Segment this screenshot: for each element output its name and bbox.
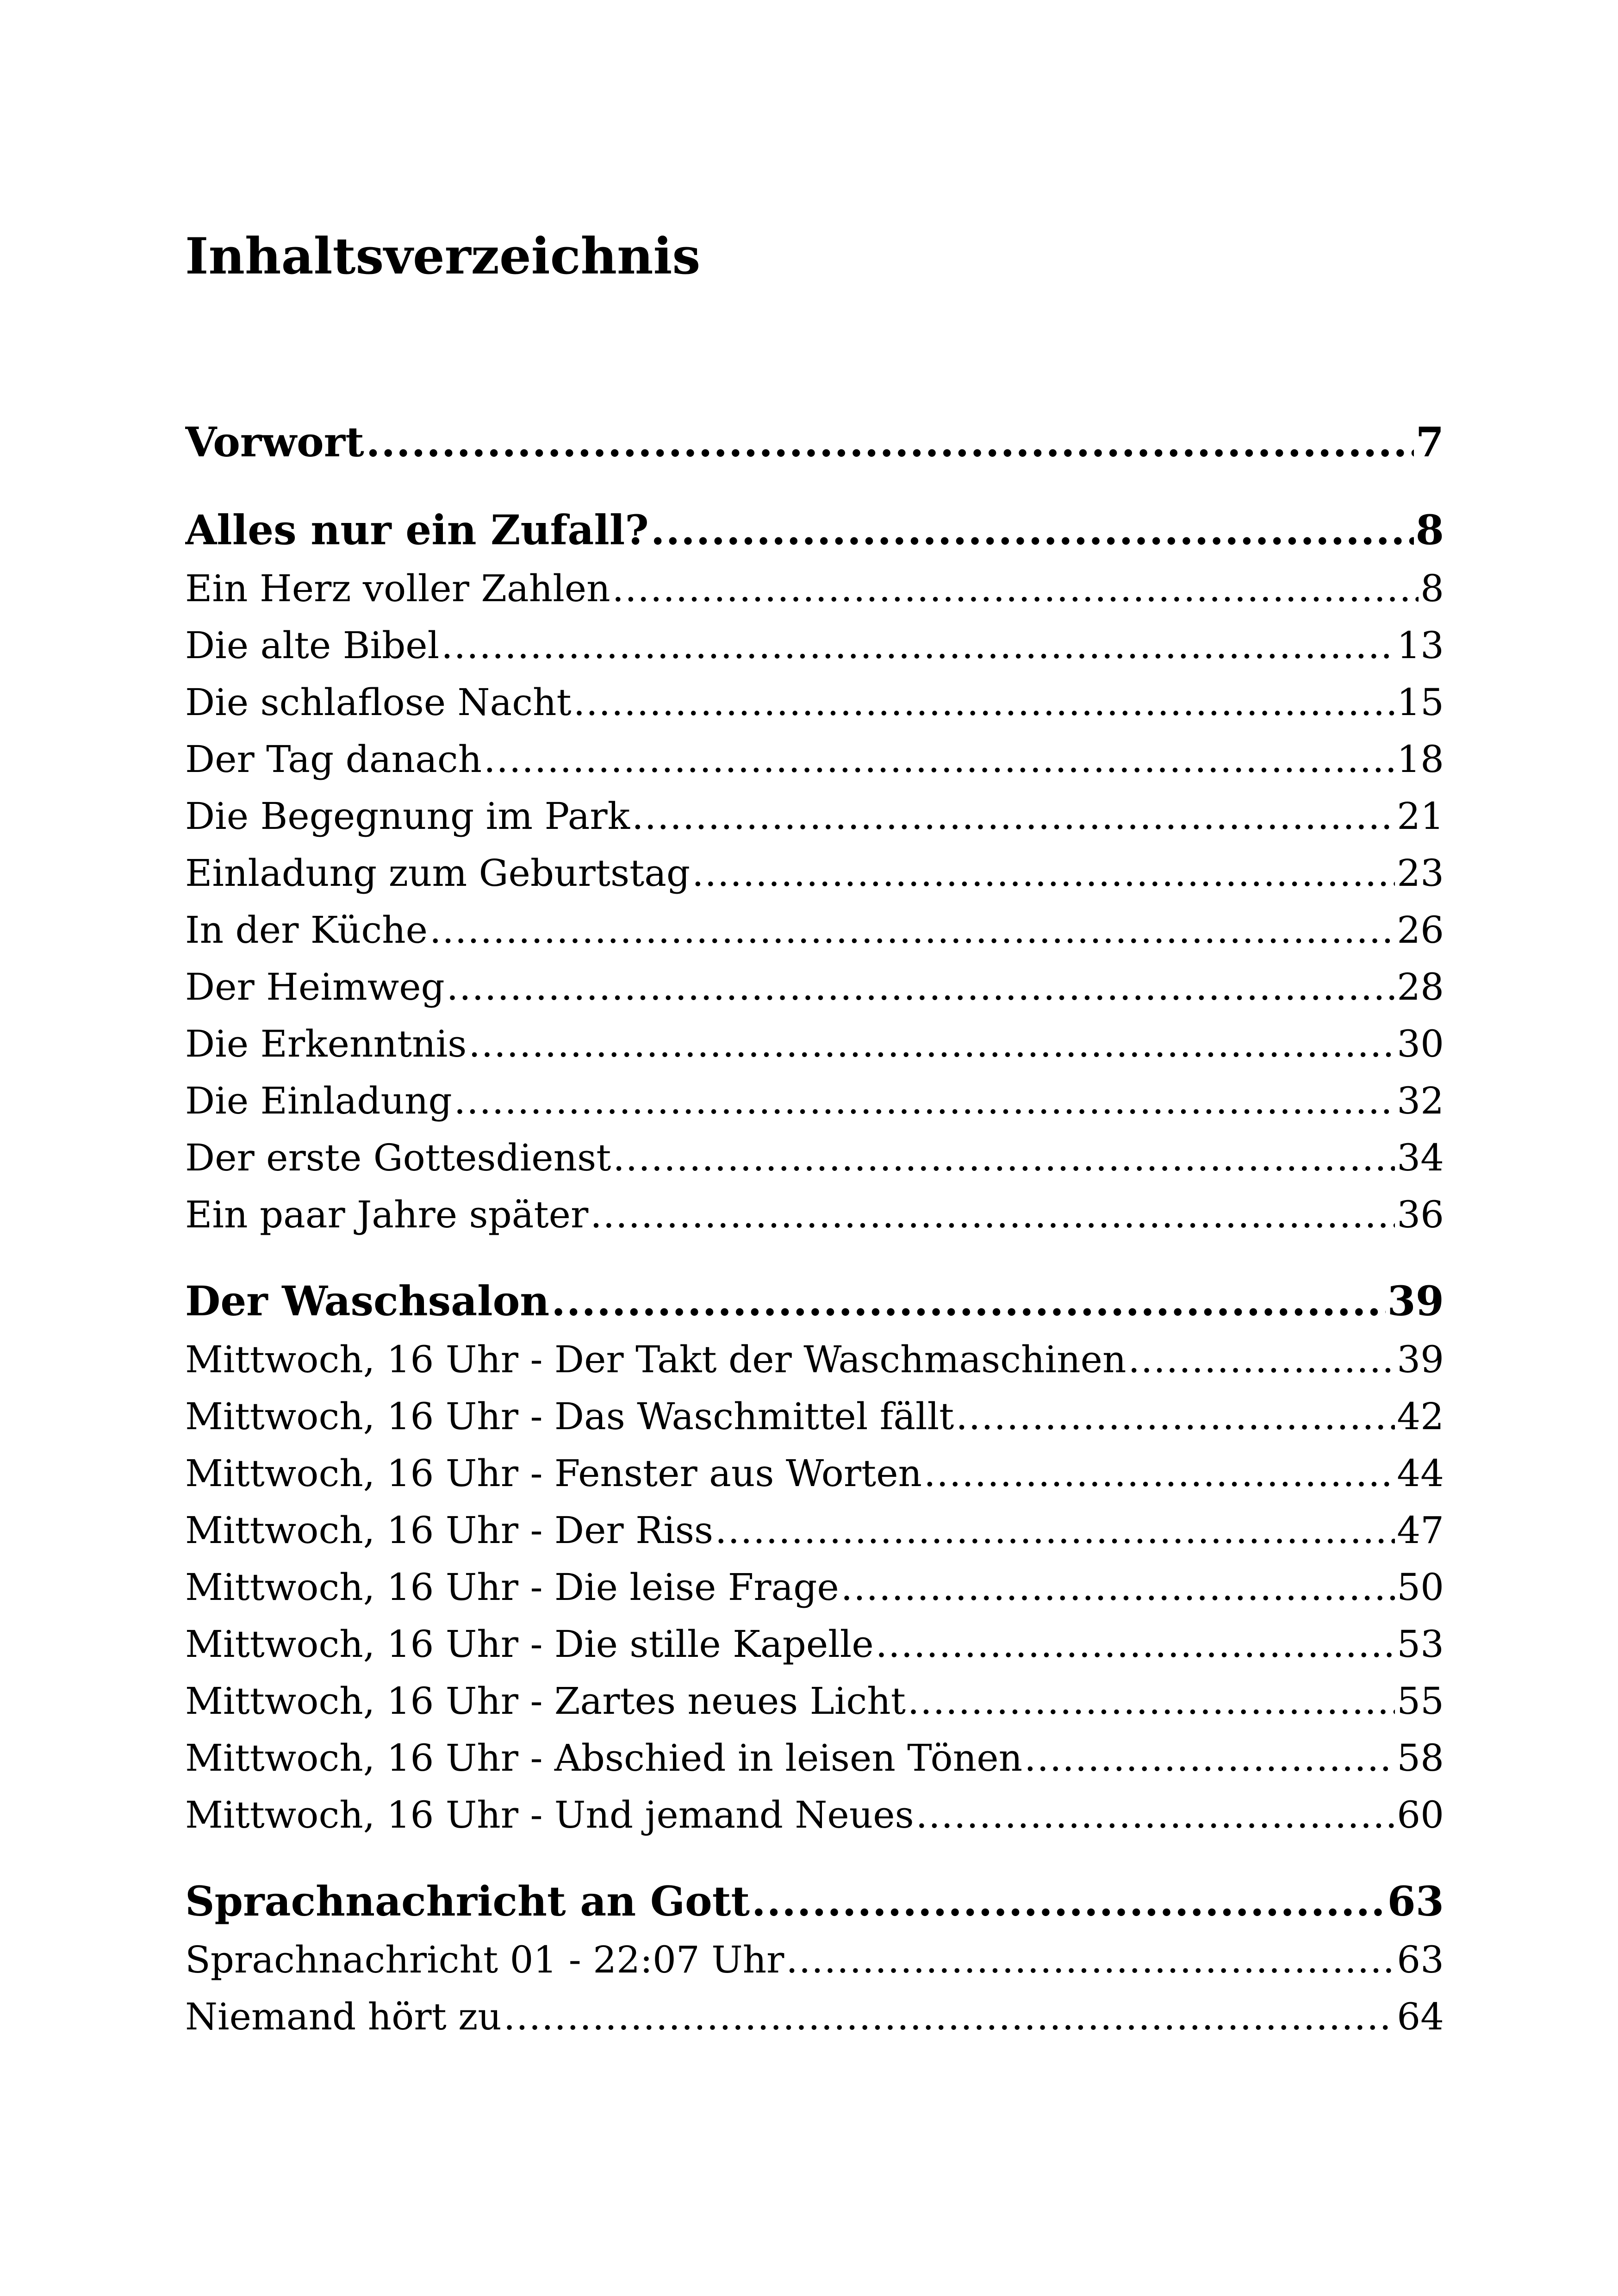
toc-subchapter-row[interactable] [185,1502,1444,1559]
toc-subchapter-row[interactable] [185,617,1444,674]
toc-page-number: 42 [1397,1395,1444,1438]
dot-leader [651,500,1414,560]
toc-page-number: 26 [1397,908,1444,952]
toc-subchapter-row[interactable] [185,902,1444,958]
page-title: Inhaltsverzeichnis [185,227,701,286]
dot-leader [441,617,1395,674]
toc-page-number: 28 [1397,965,1444,1008]
toc-entry-title: Ein Herz voller Zahlen [185,567,610,610]
toc-page-number: 60 [1397,1793,1444,1836]
toc-subchapter-row[interactable] [185,1786,1444,1843]
toc-entry-title: Die Erkenntnis [185,1022,467,1065]
toc-chapter-row[interactable] [185,412,1444,472]
dot-leader [613,1129,1395,1186]
dot-leader [924,1445,1395,1502]
toc-entry-title: Sprachnachricht an Gott [185,1877,750,1925]
toc-subchapter-row[interactable] [185,1072,1444,1129]
dot-leader [454,1072,1395,1129]
toc-page-number: 47 [1397,1509,1444,1552]
toc-subchapter-row[interactable] [185,1186,1444,1243]
toc-page-number: 39 [1387,1277,1444,1325]
toc-entry-title: Mittwoch, 16 Uhr - Der Riss [185,1509,714,1552]
toc-entry-title: Die Einladung [185,1079,452,1122]
toc-page-number: 32 [1397,1079,1444,1122]
toc-entry-title: Der Tag danach [185,738,482,781]
toc-page-number: 7 [1415,418,1444,466]
toc-subchapter-row[interactable] [185,1616,1444,1673]
toc-subchapter-row[interactable] [185,958,1444,1015]
toc-page-number: 36 [1397,1193,1444,1236]
toc-entry-title: Mittwoch, 16 Uhr - Fenster aus Worten [185,1452,922,1495]
toc-entry-title: Ein paar Jahre später [185,1193,589,1236]
toc-entry-title: Der Waschsalon [185,1277,550,1325]
toc-entry-title: Der erste Gottesdienst [185,1136,611,1179]
dot-leader [551,1271,1385,1331]
toc-page-number: 64 [1397,1995,1444,2038]
toc-entry-title: Der Heimweg [185,965,445,1008]
toc-page-number: 55 [1397,1680,1444,1723]
dot-leader [366,412,1414,472]
dot-leader [1128,1331,1395,1388]
toc-subchapter-row[interactable] [185,1988,1444,2045]
toc-page-number: 23 [1397,852,1444,895]
toc-entry-title: Sprachnachricht 01 - 22:07 Uhr [185,1938,784,1981]
toc-section [185,500,1444,1243]
toc-page-number: 8 [1420,567,1444,610]
dot-leader [841,1559,1395,1616]
toc-page-number: 15 [1397,681,1444,724]
toc-subchapter-row[interactable] [185,1015,1444,1072]
toc-subchapter-row[interactable] [185,1559,1444,1616]
toc-page-number: 13 [1397,624,1444,667]
dot-leader [908,1673,1395,1730]
toc-page-number: 30 [1397,1022,1444,1065]
toc-page-number: 58 [1397,1736,1444,1780]
toc-entry-title: Alles nur ein Zufall? [185,506,649,554]
toc-page-number: 8 [1415,506,1444,554]
toc-subchapter-row[interactable] [185,1129,1444,1186]
toc-chapter-row[interactable] [185,500,1444,560]
toc-entry-title: In der Küche [185,908,428,952]
dot-leader [715,1502,1395,1559]
toc-page-number: 39 [1397,1338,1444,1381]
toc-subchapter-row[interactable] [185,1931,1444,1988]
toc-subchapter-row[interactable] [185,845,1444,902]
toc-entry-title: Mittwoch, 16 Uhr - Die leise Frage [185,1566,839,1609]
dot-leader [468,1015,1395,1072]
toc-page-number: 63 [1397,1938,1444,1981]
toc-entry-title: Niemand hört zu [185,1995,502,2038]
dot-leader [484,731,1395,788]
dot-leader [786,1931,1395,1988]
table-of-contents [185,412,1444,2073]
toc-section [185,1871,1444,2045]
toc-entry-title: Mittwoch, 16 Uhr - Der Takt der Waschmaschinen [185,1338,1126,1381]
toc-chapter-row[interactable] [185,1871,1444,1931]
dot-leader [692,845,1395,902]
dot-leader [752,1871,1386,1931]
toc-page-number: 21 [1397,795,1444,838]
toc-entry-title: Die alte Bibel [185,624,440,667]
dot-leader [1024,1730,1395,1786]
toc-page-number: 18 [1397,738,1444,781]
toc-page-number: 44 [1397,1452,1444,1495]
toc-subchapter-row[interactable] [185,674,1444,731]
toc-entry-title: Mittwoch, 16 Uhr - Die stille Kapelle [185,1623,874,1666]
dot-leader [612,560,1419,617]
toc-entry-title: Mittwoch, 16 Uhr - Abschied in leisen Tönen [185,1736,1023,1780]
dot-leader [916,1786,1395,1843]
toc-entry-title: Die Begegnung im Park [185,795,630,838]
toc-subchapter-row[interactable] [185,1331,1444,1388]
dot-leader [447,958,1395,1015]
dot-leader [504,1988,1395,2045]
toc-entry-title: Die schlaflose Nacht [185,681,572,724]
toc-page-number: 34 [1397,1136,1444,1179]
toc-page-number: 53 [1397,1623,1444,1666]
toc-entry-title: Mittwoch, 16 Uhr - Das Waschmittel fällt [185,1395,954,1438]
dot-leader [876,1616,1395,1673]
toc-page-number: 63 [1387,1877,1444,1925]
toc-subchapter-row[interactable] [185,1445,1444,1502]
toc-entry-title: Vorwort [185,418,364,466]
toc-section [185,412,1444,472]
toc-page-number: 50 [1397,1566,1444,1609]
toc-subchapter-row[interactable] [185,1388,1444,1445]
dot-leader [956,1388,1395,1445]
toc-chapter-row[interactable] [185,1271,1444,1331]
dot-leader [590,1186,1395,1243]
toc-subchapter-row[interactable] [185,788,1444,845]
toc-subchapter-row[interactable] [185,1730,1444,1786]
toc-entry-title: Mittwoch, 16 Uhr - Und jemand Neues [185,1793,914,1836]
toc-section [185,1271,1444,1843]
dot-leader [632,788,1395,845]
toc-entry-title: Einladung zum Geburtstag [185,852,691,895]
toc-subchapter-row[interactable] [185,731,1444,788]
toc-entry-title: Mittwoch, 16 Uhr - Zartes neues Licht [185,1680,906,1723]
dot-leader [573,674,1395,731]
dot-leader [429,902,1395,958]
toc-subchapter-row[interactable] [185,560,1444,617]
toc-subchapter-row[interactable] [185,1673,1444,1730]
